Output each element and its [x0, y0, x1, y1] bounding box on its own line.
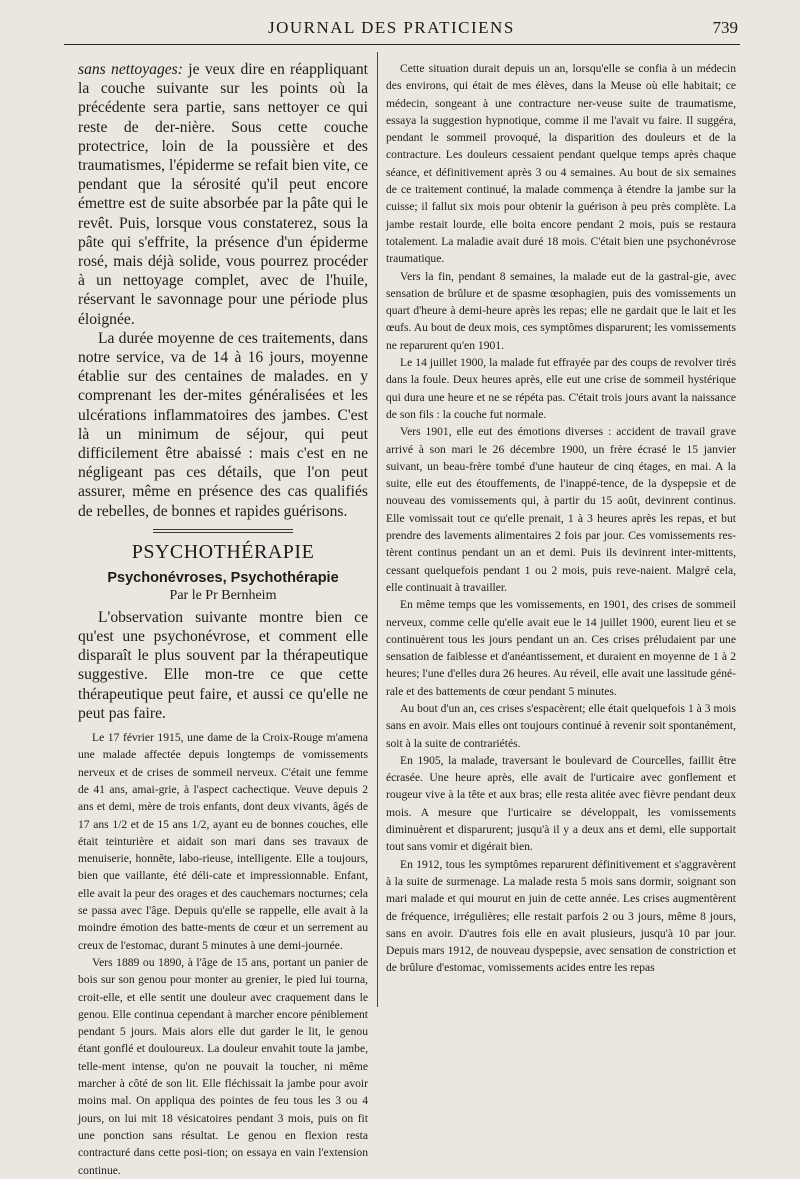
- paragraph: Le 14 juillet 1900, la malade fut effrayée par des coups de revolver tirés dans la foule. Deux heures après, elle eut une crise de sommeil hystérique qui dura une heure et ne se répéta pas. C'était trois jours avant la naissance de son fils : la couche fut normale.: [386, 356, 736, 421]
- paragraph: L'observation suivante montre bien ce qu'est une psychonévrose, et comment elle disparaît le plus souvent par la thérapeutique suggestive. Elle mon-tre ce que cette thérapeutique peut faire, et aussi ce qu'elle ne peut pas faire.: [78, 608, 368, 722]
- paragraph: En 1905, la malade, traversant le boulevard de Courcelles, faillit être écrasée. Une heure après, elle avait de l'urticaire avec gonflement et rougeur vive à la tête et aux bras; elle resta alitée avec fièvre pendant deux mois. A mesure que l'urticaire se développait, les vomissements diminuèrent et disparurent; jusqu'à il y a deux ans et demi, elle supportait tout sans vomir et digérait bien.: [386, 753, 736, 854]
- article-title: Psychonévroses, Psychothérapie: [107, 569, 339, 586]
- italic-lead: sans nettoyages:: [78, 61, 183, 78]
- section-rule: [153, 529, 293, 533]
- paragraph: En même temps que les vomissements, en 1901, des crises de sommeil nerveux, comme celle qu'elle avait eue le 14 juillet 1900, eurent lieu et se continuèrent tous les jours pendant un an. Ces crises préludaient par une sensation de faiblesse et d'anéantissement, et duraient en moyenne de 1 à 2 heures; l'une d'elles dura 26 heures. Au réveil, elle avait une lassitude géné-rale et des battements de cœur pendant 5 minutes.: [386, 598, 736, 698]
- paragraph: La durée moyenne de ces traitements, dans notre service, va de 14 à 16 jours, moyenne établie sur des centaines de malades. en y comprenant les der-mites généralisées et les ulcérations inflammatoires des jambes. C'est là un minimum de séjour, qui peut difficilement être abaissé : mais c'est en ne négligeant pas ces détails, que l'on peut assurer, même en présence des cas qualifiés de rebelles, de bonnes et rapides guérisons.: [78, 329, 368, 520]
- running-header: [108, 18, 748, 42]
- section-title: PSYCHOTHÉRAPIE: [131, 540, 315, 563]
- right-column: [386, 60, 736, 977]
- paragraph: Cette situation durait depuis un an, lorsqu'elle se confia à un médecin des environs, qui était de mes élèves, dans la Meuse où elle habitait; ce médecin, songeant à une contracture ner-veuse suite de traumatisme, essaya la suggestion hypnotique, comme il me l'avait vu faire. Il suggéra, pendant le sommeil provoqué, la disparition des douleurs et de la contracture. Les douleurs cessaient pendant quelque temps après chaque séance, et définitivement après 3 ou 4 semaines. Au bout de six semaines de ce traitement continué, la malade commença à étendre la jambe sur la cuisse; il fallut six mois pour obtenir la guérison à peu près complète. La jambe restait lourde, elle boita encore pendant 2 mois, puis se restaura totalement. La maladie avait duré 18 mois. C'était bien une psychonévrose traumatique.: [386, 62, 736, 266]
- paragraph: Au bout d'un an, ces crises s'espacèrent; elle était quelquefois 1 à 3 mois sans en avoir. Mais elles ont toujours continué à revenir soit spontanément, soit à la suite de contrariétés.: [386, 701, 736, 750]
- paragraph: Vers la fin, pendant 8 semaines, la malade eut de la gastral-gie, avec sensation de brûlure et de spasme œsophagien, puis des vomissements un quart d'heure à demi-heure après les repas; elle ne gardait que le lait et les œufs. Au bout de deux mois, ces symptômes disparurent; les vomissements ne reparurent qu'en 1901.: [386, 269, 736, 352]
- article-author: Par le Pr Bernheim: [169, 587, 277, 603]
- page-number: 739: [712, 18, 738, 37]
- paragraph: [78, 60, 368, 329]
- left-column: [78, 60, 368, 1179]
- paragraph-text: je veux dire en réappliquant la couche suivante sur les points où la précédente sera partie, sans nettoyer ce qui reste de der-nière. Sous cette couche protectrice, loin de la poussière et des traumatismes, l'épiderme se refait bien vite, ce pendant que la sérosité qu'il peut encore émettre est de suite absorbée par la pâte qui le revêt. Puis, lorsque vous constaterez, sous la pâte qui s'effrite, la présence d'un épiderme rosé, mais déjà solide, vous pourrez procéder à un nettoyage complet, avec de l'huile, réservant le savonnage pour une période plus éloignée.: [78, 61, 368, 328]
- header-rule: [64, 44, 740, 45]
- column-divider: [377, 52, 378, 1007]
- paragraph: Vers 1889 ou 1890, à l'âge de 15 ans, portant un panier de bois sur son genou pour monter au grenier, le pied lui tourna, croit-elle, et elle sentit une douleur avec craquement dans le genou. Elle continua cependant à marcher encore péniblement pendant 5 jours. Mais alors elle dut garder le lit, le genou étant gonflé et douloureux. La douleur envahit toute la jambe, telle-ment intense, qu'on ne pouvait la toucher, ni même marcher à côté de son lit. Elle fléchissait la jambe pour avoir moins mal. On appliqua des pointes de feu tous les 3 ou 4 jours, on lui mit 18 vésicatoires pendant 3 mois, puis on fit une ponction sans résultat. Le genou en flexion resta contracturé dans cette posi-tion; on essaya en vain l'extension continue.: [78, 955, 368, 1177]
- journal-title: JOURNAL DES PRATICIENS: [268, 18, 515, 37]
- paragraph: Le 17 février 1915, une dame de la Croix-Rouge m'amena une malade affectée depuis longtemps de vomissements nerveux et de crises de sommeil nerveux. C'était une femme de 41 ans, amai-grie, à l'aspect cachectique. Veuve depuis 2 ans et demi, mère de trois enfants, dont deux vivants, âgés de 17 ans 1/2 et de 15 ans 1/2, ayant eu de bonnes couches, elle était teinturière et aidait son mari dans ses travaux de menuiserie, honnête, labo-rieuse, intelligente. Elle a toujours, bien que vaillante, été déli-cate et impressionnable. Enfant, elle avait la peur des orages et des cauchemars nocturnes; cela se passa avec l'âge. Depuis qu'elle se rappelle, elle avait à la moindre émotion des batte-ments de cœur et un serrement au creux de l'estomac, durant 5 minutes à une demi-journée.: [78, 731, 368, 952]
- paragraph: Vers 1901, elle eut des émotions diverses : accident de travail grave arrivé à son mari le 26 décembre 1900, un frère écrasé le 15 janvier suivant, un beau-frère tombé d'une hauteur de cinq étages, en mai. A la suite, elle eut des étouffements, de l'inappé-tence, de la dyspepsie et de nouveau des vomissements qui, à partir du 15 août, devinrent continus. Elle vomissait tout ce qu'elle prenait, 1 à 3 heures après les repas, et but prendre des lavements alimentaires 2 fois par jour. Ces vomissements res-tèrent continus pendant un an et demi. Puis ils devinrent inter-mittents, cessant quelquefois pendant 1 ou 2 mois, puis reve-naient. Malgré cela, elle continuait à travailler.: [386, 425, 736, 594]
- paragraph: En 1912, tous les symptômes reparurent définitivement et s'aggravèrent à la suite de surmenage. La malade resta 5 mois sans dormir, soignant son mari malade et qui mourut en juin de cette année. Les crises augmentèrent de fréquence, irrégulières; elle restait parfois 2 ou 3 jours, même 8 jours, sans en avoir. D'autres fois elle en avait plusieurs, jusqu'à 10 par jour. Depuis mars 1912, de nouveau dyspepsie, avec sensation de constriction et de brûlure d'estomac, vomissements acides entre les repas: [386, 857, 736, 975]
